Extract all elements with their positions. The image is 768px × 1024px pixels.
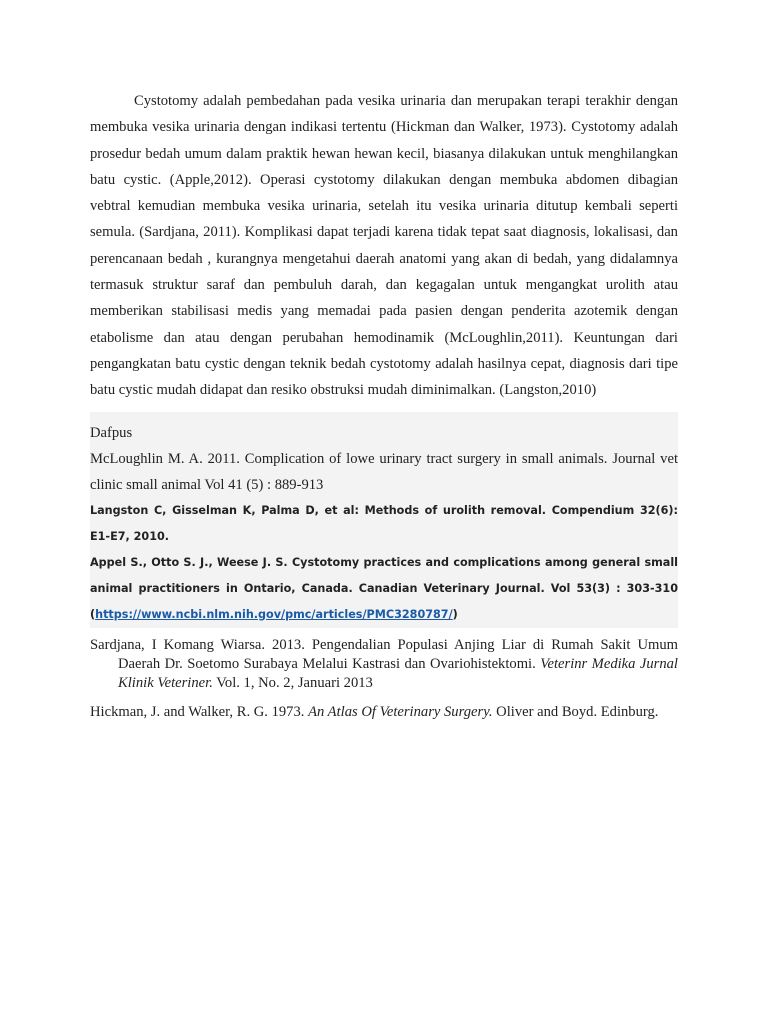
reference-hickman-authors: Hickman, J. and Walker, R. G. 1973.	[90, 703, 305, 720]
reference-appel-text: Appel S., Otto S. J., Weese J. S. Cystotomy practices and complications among general small animal practitioners in Ontario, Canada. Canadian Veterinary Journal. Vol 53(3) : 303-310	[90, 555, 678, 595]
reference-sardjana-details: Vol. 1, No. 2, Januari 2013	[216, 674, 373, 691]
reference-hickman-publisher: Oliver and Boyd. Edinburg.	[496, 703, 659, 720]
reference-sardjana	[90, 636, 678, 693]
pmc-link[interactable]: https://www.ncbi.nlm.nih.gov/pmc/articles/PMC3280787/	[95, 607, 453, 621]
reference-sardjana-journal: Veterinr Medika Jurnal Klinik Veteriner.	[118, 655, 678, 691]
open-paren: (	[90, 607, 96, 621]
reference-appel	[90, 550, 678, 628]
reference-sardjana-text: Sardjana, I Komang Wiarsa. 2013. Pengendalian Populasi Anjing Liar di Rumah Sakit Umum Daerah Dr. Soetomo Surabaya Melalui Kastrasi dan Ovariohistektomi.	[90, 636, 678, 672]
reference-mcloughlin: McLoughlin M. A. 2011. Complication of lowe urinary tract surgery in small animals. Journal vet clinic small animal Vol 41 (5) : 889-913	[90, 450, 678, 493]
document-page	[90, 88, 678, 722]
paragraph-text-1: Cystotomy adalah pembedahan pada vesika urinaria dan merupakan terapi terakhir dengan membuka vesika urinaria dengan indikasi tertentu (Hickman dan Walker, 1973). Cystotomy adalah prosedur bedah umum dalam praktik hewan hewan kecil, biasanya dilakukan untuk menghilangkan batu cystic. (Apple,2012). Operasi cystotomy dilakukan dengan membuka abdomen dibagian vebtral kemudian membuka vesika urinaria, setelah itu vesika urinaria ditutup kembali seperti semula. (Sardjana, 2011).	[90, 93, 678, 241]
paragraph-text-2: Komplikasi dapat terjadi karena tidak tepat saat diagnosis, lokalisasi, dan perencanaan bedah , kurangnya mengetahui daerah anatomi yang akan di bedah, yang didalamnya termasuk struktur saraf dan pembuluh darah, dan kegagalan untuk mengangkat urolith atau memberikan stabilisasi medis yang memadai pada pasien dengan penderita azotemik dengan etabolisme dan atau dengan perubahan hemodinamik (McLoughlin,2011). Keuntungan dari pengangkatan batu cystic dengan teknik bedah cystotomy adalah hasilnya cepat, diagnosis dari tipe batu cystic mudah didapat dan resiko obstruksi mudah diminimalkan. (Langston,2010)	[90, 224, 678, 399]
reference-hickman-title: An Atlas Of Veterinary Surgery.	[308, 703, 493, 720]
body-paragraph	[90, 88, 678, 404]
close-paren: )	[452, 607, 458, 621]
references-highlighted-block	[90, 412, 678, 628]
references-heading: Dafpus	[90, 424, 133, 441]
reference-langston: Langston C, Gisselman K, Palma D, et al: Methods of urolith removal. Compendium 32(6): E1-E7, 2010.	[90, 503, 678, 543]
reference-hickman	[90, 703, 678, 722]
